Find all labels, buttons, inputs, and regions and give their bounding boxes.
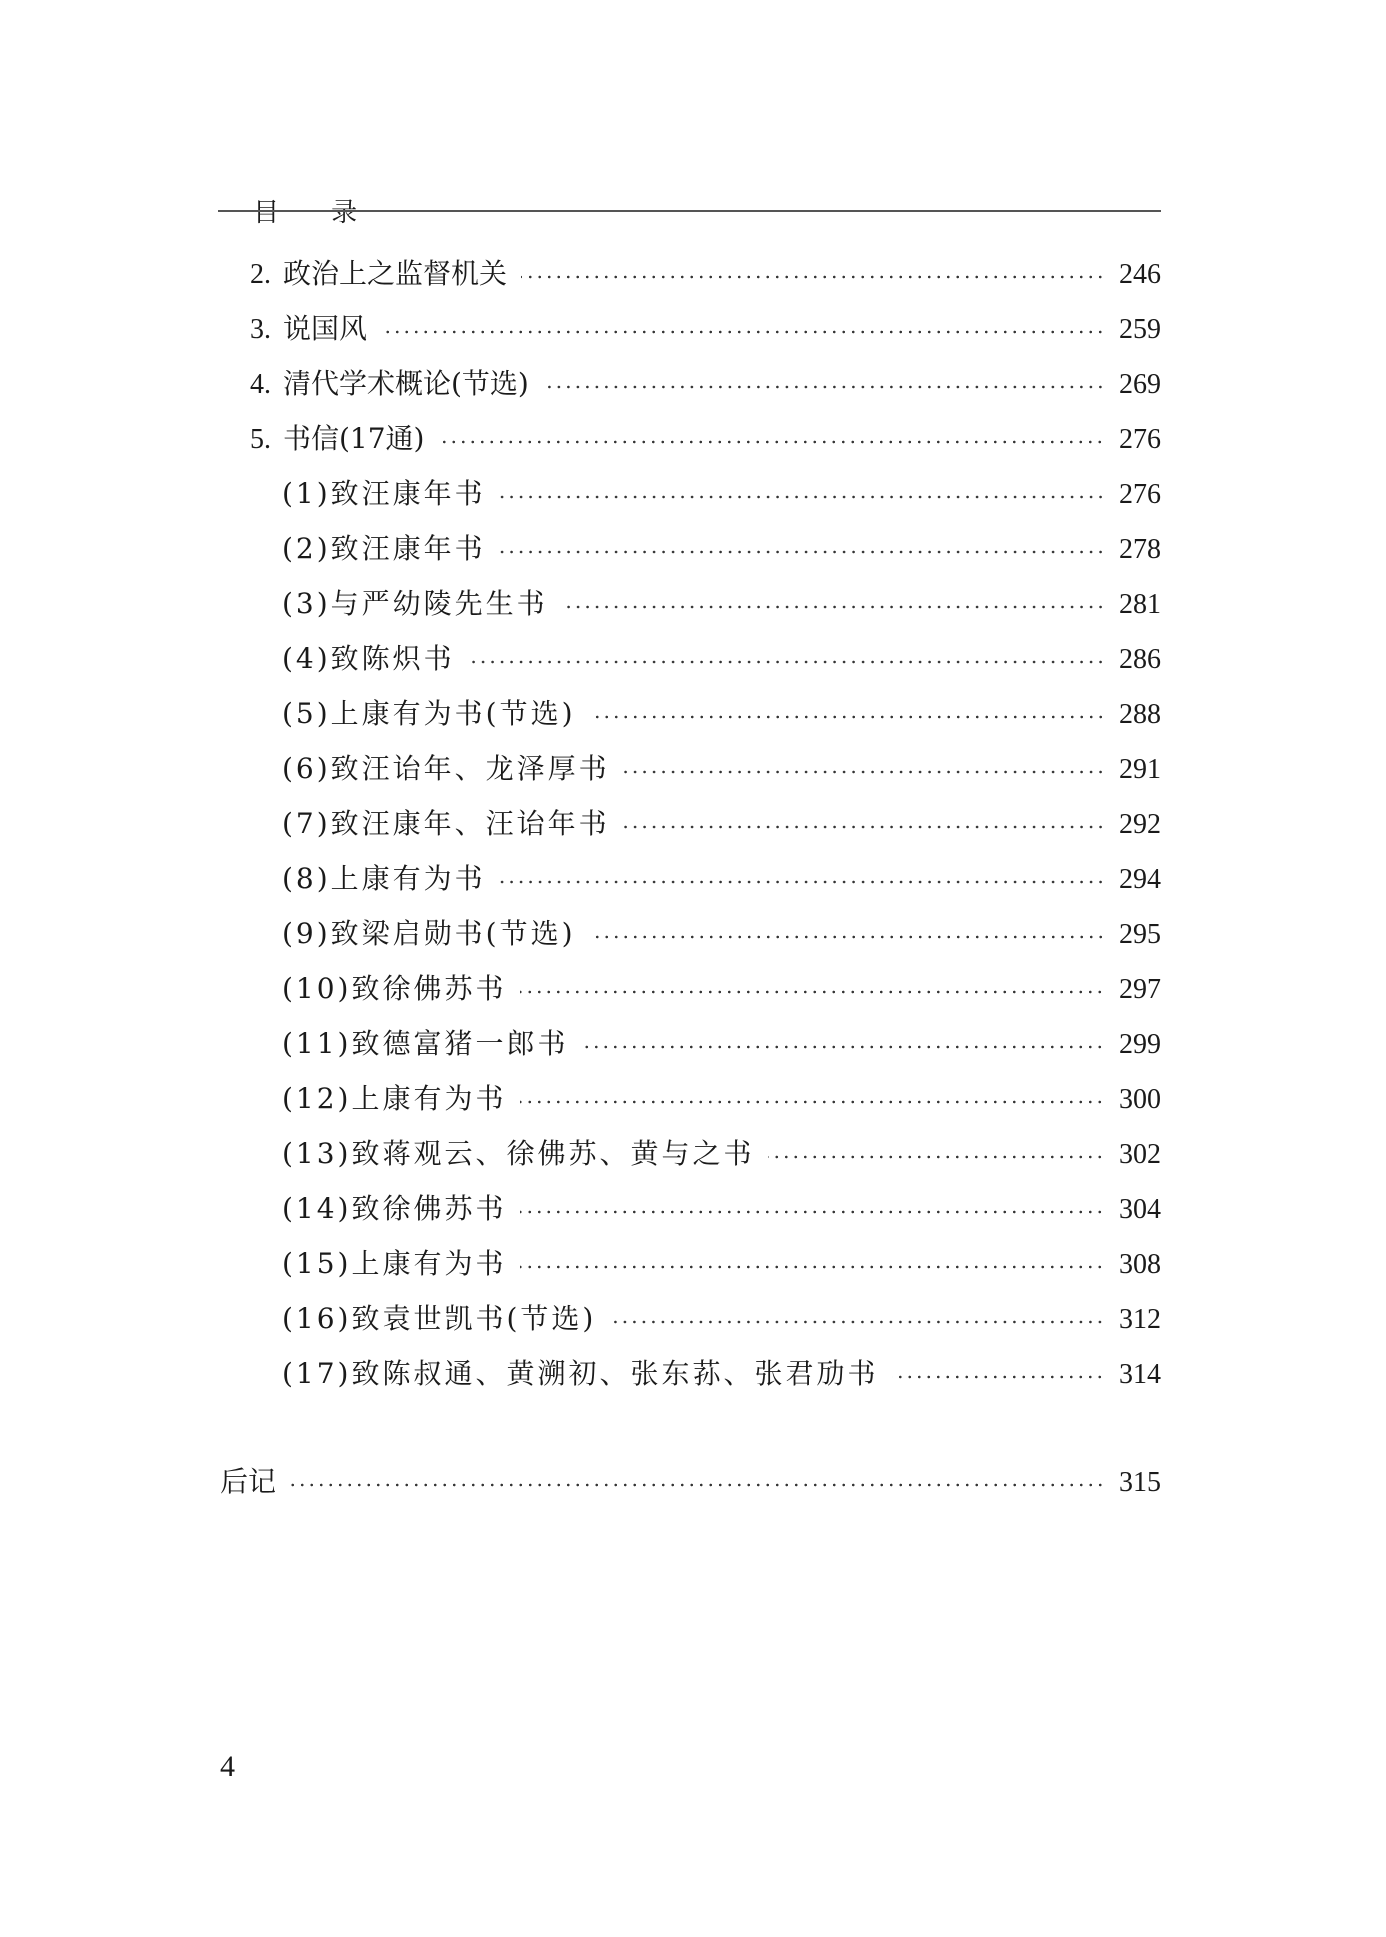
- toc-entry-page: 314: [1119, 1359, 1161, 1390]
- toc-entry-page: 276: [1119, 424, 1161, 455]
- dot-leader: [520, 1265, 1105, 1269]
- dot-leader: [520, 1210, 1105, 1214]
- dot-leader: [500, 880, 1105, 884]
- toc-entry-title: 书信(17通): [283, 422, 425, 455]
- dot-leader: [290, 1483, 1105, 1487]
- toc-entry-title: (8)上康有为书: [282, 862, 486, 895]
- dot-leader: [562, 605, 1105, 609]
- toc-entry: [282, 804, 1161, 844]
- dot-leader: [521, 275, 1105, 279]
- dot-leader: [624, 770, 1105, 774]
- dot-leader: [582, 1045, 1105, 1049]
- toc-entry-title: (17)致陈叔通、黄溯初、张东荪、张君劢书: [282, 1357, 879, 1390]
- toc-entry: [282, 1134, 1161, 1174]
- running-head-char: 目: [253, 198, 280, 228]
- toc-entry-title: (11)致德富猪一郎书: [282, 1027, 569, 1060]
- toc-entry-page: 300: [1119, 1084, 1161, 1115]
- toc-entry-title: (9)致梁启勋书(节选): [282, 917, 576, 950]
- toc-entry-page: 302: [1119, 1139, 1161, 1170]
- toc-entry-number: 4.: [250, 369, 271, 400]
- toc-entry-number: 5.: [250, 424, 271, 455]
- toc-entry-page: 286: [1119, 644, 1161, 675]
- toc-entry-title: (12)上康有为书: [282, 1082, 507, 1115]
- toc-entry: [282, 639, 1161, 679]
- toc-entry: [282, 1244, 1161, 1284]
- dot-leader: [590, 715, 1105, 719]
- toc-entry-page: 281: [1119, 589, 1161, 620]
- toc-entry-page: 299: [1119, 1029, 1161, 1060]
- toc-entry-title: (16)致袁世凯书(节选): [282, 1302, 597, 1335]
- toc-entry-number: 2.: [250, 259, 271, 290]
- toc-entry-page: 295: [1119, 919, 1161, 950]
- toc-entry: [282, 529, 1161, 569]
- toc-entry: [250, 309, 1161, 349]
- dot-leader: [520, 1100, 1105, 1104]
- toc-entry: [282, 914, 1161, 954]
- toc-entry-title: 说国风: [283, 312, 368, 345]
- toc-entry-title: (13)致蒋观云、徐佛苏、黄与之书: [282, 1137, 755, 1170]
- toc-entry: [282, 1189, 1161, 1229]
- dot-leader: [610, 1320, 1105, 1324]
- toc-entry: [282, 584, 1161, 624]
- toc-entry-page: 288: [1119, 699, 1161, 730]
- toc-entry-title: 清代学术概论(节选): [283, 367, 529, 400]
- toc-entry-page: 246: [1119, 259, 1161, 290]
- toc-entry-title: (5)上康有为书(节选): [282, 697, 576, 730]
- toc-entry-page: 278: [1119, 534, 1161, 565]
- toc-entry-title: (14)致徐佛苏书: [282, 1192, 507, 1225]
- toc-entry-title: (3)与严幼陵先生书: [282, 587, 548, 620]
- toc-entry-page: 291: [1119, 754, 1161, 785]
- toc-entry: [282, 1299, 1161, 1339]
- header-rule: [218, 210, 1161, 212]
- toc-entry-page: 315: [1119, 1467, 1161, 1498]
- dot-leader: [520, 990, 1105, 994]
- toc-entry: [282, 969, 1161, 1009]
- toc-entry: [282, 694, 1161, 734]
- toc-entry-page: 304: [1119, 1194, 1161, 1225]
- toc-entry-title: (2)致汪康年书: [282, 532, 486, 565]
- dot-leader: [381, 330, 1105, 334]
- toc-entry-title: (15)上康有为书: [282, 1247, 507, 1280]
- toc-entry-title: (6)致汪诒年、龙泽厚书: [282, 752, 610, 785]
- toc-entry-title: 政治上之监督机关: [283, 257, 508, 290]
- toc-entry: [282, 1024, 1161, 1064]
- toc-entry-afterword: [220, 1462, 1161, 1502]
- dot-leader: [624, 825, 1105, 829]
- toc-entry-page: 312: [1119, 1304, 1161, 1335]
- toc-entry-page: 276: [1119, 479, 1161, 510]
- toc-entry: [250, 364, 1161, 404]
- dot-leader: [500, 550, 1105, 554]
- toc-entry-title: (4)致陈炽书: [282, 642, 455, 675]
- toc-entry: [282, 859, 1161, 899]
- dot-leader: [590, 935, 1105, 939]
- toc-entry-number: 3.: [250, 314, 271, 345]
- running-head-char: 录: [331, 198, 358, 228]
- toc-entry-page: 292: [1119, 809, 1161, 840]
- page-number: 4: [220, 1750, 235, 1783]
- toc-entry: [282, 474, 1161, 514]
- dot-leader: [438, 440, 1105, 444]
- toc-entry-title: 后记: [220, 1465, 277, 1498]
- toc-entry: [250, 254, 1161, 294]
- toc-entry-title: (10)致徐佛苏书: [282, 972, 507, 1005]
- toc-entry-page: 297: [1119, 974, 1161, 1005]
- toc-entry-title: (7)致汪康年、汪诒年书: [282, 807, 610, 840]
- toc-entry-page: 294: [1119, 864, 1161, 895]
- toc-entry: [282, 1079, 1161, 1119]
- toc-entry: [250, 419, 1161, 459]
- toc-entry-title: (1)致汪康年书: [282, 477, 486, 510]
- toc-entry-page: 259: [1119, 314, 1161, 345]
- toc-entry: [282, 749, 1161, 789]
- toc-entry: [282, 1354, 1161, 1394]
- dot-leader: [543, 385, 1105, 389]
- dot-leader: [768, 1155, 1105, 1159]
- dot-leader: [469, 660, 1105, 664]
- toc-entry-page: 269: [1119, 369, 1161, 400]
- toc-entry-page: 308: [1119, 1249, 1161, 1280]
- dot-leader: [892, 1375, 1105, 1379]
- dot-leader: [500, 495, 1105, 499]
